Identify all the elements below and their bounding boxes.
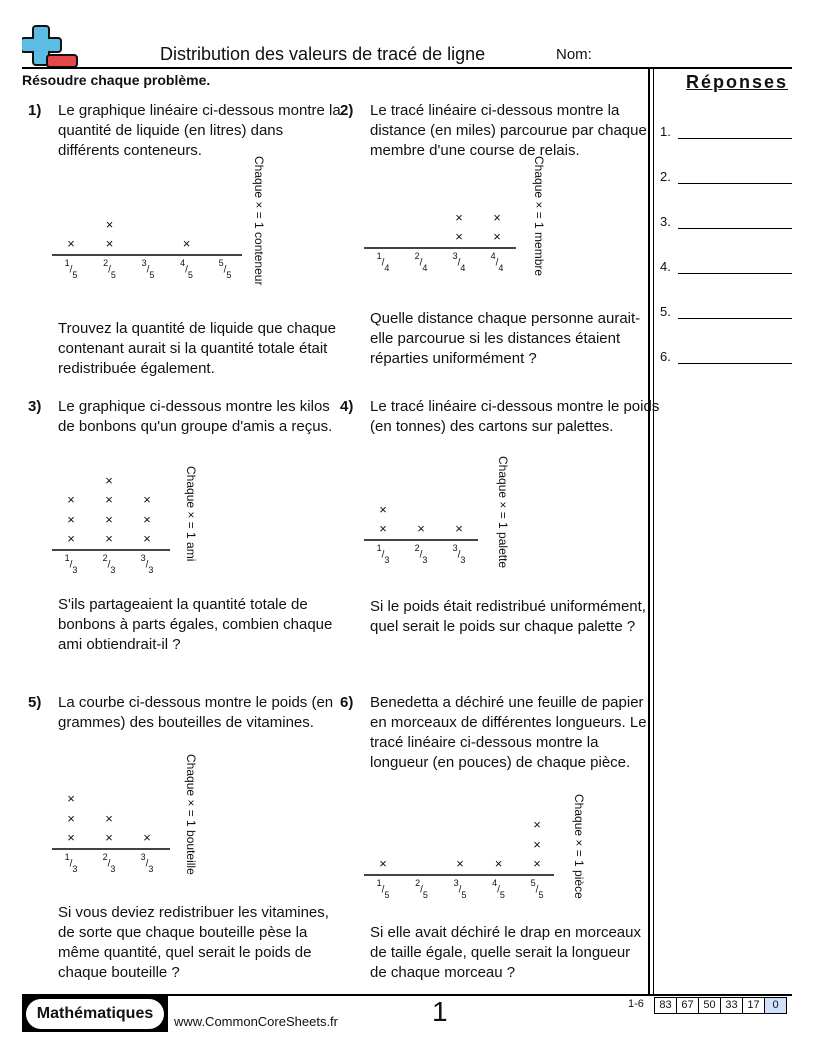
x-mark: × (105, 830, 113, 845)
answer-number: 3. (660, 214, 671, 229)
problem-text: Le tracé linéaire ci-dessous montre le poids (en tonnes) des cartons sur palettes. (370, 398, 660, 435)
tick-label: $^2/_5$ (415, 878, 428, 901)
x-mark: × (105, 472, 113, 488)
x-mark: × (533, 836, 541, 852)
x-mark: × (105, 531, 113, 546)
worksheet-title: Distribution des valeurs de tracé de ligne (160, 44, 486, 64)
answer-row (660, 214, 792, 234)
score-cell: 33 (720, 997, 743, 1014)
plot-axis (364, 247, 516, 249)
column-divider (648, 67, 650, 995)
tick-label: $^5/_5$ (218, 258, 232, 281)
x-mark: × (455, 521, 463, 536)
x-mark: × (455, 229, 463, 244)
tick-label: $^1/_5$ (64, 258, 78, 281)
problem-question: S'ils partageaient la quantité totale de bonbons à parts égales, combien chaque ami obtiendrait-il ? (58, 596, 333, 653)
x-mark: × (67, 492, 75, 507)
answer-row (660, 169, 792, 189)
x-mark: × (456, 856, 464, 871)
problem-question: Trouvez la quantité de liquide que chaque contenant aurait si la quantité totale était redistribuée également. (58, 320, 336, 377)
tick-label: $^2/_4$ (414, 251, 428, 274)
logo-icon (22, 24, 80, 68)
problem-number: 2) (340, 102, 354, 119)
plot-legend: Chaque × = 1 bouteille (184, 754, 198, 875)
tick-label: $^2/_3$ (102, 553, 116, 576)
brand-label: Mathématiques (26, 999, 164, 1029)
tick-label: $^3/_5$ (141, 258, 155, 281)
plot-axis (52, 848, 170, 850)
x-mark: × (143, 492, 151, 507)
problem-question: Si le poids était redistribué uniformément, quel serait le poids sur chaque palette ? (370, 598, 646, 635)
problem-text: Le graphique linéaire ci-dessous montre la quantité de liquide (en litres) dans différents conteneurs. (58, 102, 341, 159)
problem-text: Le graphique ci-dessous montre les kilos de bonbons qu'un groupe d'amis a reçus. (58, 398, 333, 435)
answer-row (660, 304, 792, 324)
tick-label: $^5/_5$ (530, 878, 544, 901)
x-mark: × (143, 830, 151, 845)
problem-number: 4) (340, 398, 354, 415)
answer-number: 6. (660, 349, 671, 364)
answer-blank[interactable] (678, 228, 792, 229)
x-mark: × (455, 209, 463, 225)
page-number: 1 (432, 996, 448, 1027)
answer-blank[interactable] (678, 138, 792, 139)
plot-axis (364, 539, 478, 541)
problem-question: Si vous deviez redistribuer les vitamines, de sorte que chaque bouteille pèse la même quantité, quel serait le poids de chaque bouteille ? (58, 904, 329, 981)
plot-legend: Chaque × = 1 palette (496, 456, 510, 569)
score-cell: 67 (676, 997, 699, 1014)
problem-question: Si elle avait déchiré le drap en morceaux de taille égale, quelle serait la longueur de chaque morceau ? (370, 924, 641, 981)
tick-label: $^2/_3$ (414, 543, 428, 566)
answers-title: Réponses (685, 72, 788, 92)
tick-label: $^2/_3$ (102, 852, 116, 875)
x-mark: × (105, 810, 113, 826)
x-mark: × (67, 810, 75, 826)
tick-label: $^3/_3$ (140, 852, 154, 875)
column-divider (653, 67, 654, 995)
plot-legend: Chaque × = 1 ami (184, 466, 198, 562)
plot-legend: Chaque × = 1 conteneur (252, 156, 266, 286)
plot-axis (52, 254, 242, 256)
answer-number: 2. (660, 169, 671, 184)
instructions: Résoudre chaque problème. (22, 72, 211, 88)
tick-label: $^4/_5$ (492, 878, 505, 901)
tick-label: $^1/_3$ (64, 852, 78, 875)
tick-label: $^3/_3$ (140, 553, 154, 576)
x-mark: × (105, 216, 114, 232)
tick-label: $^2/_5$ (103, 258, 116, 281)
x-mark: × (493, 209, 501, 225)
tick-label: $^3/_5$ (453, 878, 467, 901)
answer-row (660, 349, 792, 369)
x-mark: × (417, 521, 425, 536)
x-mark: × (105, 511, 113, 527)
x-mark: × (67, 791, 75, 806)
answer-blank[interactable] (678, 363, 792, 364)
tick-label: $^1/_3$ (64, 553, 78, 576)
x-mark: × (105, 492, 113, 507)
tick-label: $^1/_4$ (376, 251, 390, 274)
score-cell: 17 (742, 997, 765, 1014)
problem-number: 6) (340, 694, 354, 711)
answer-number: 5. (660, 304, 671, 319)
answer-blank[interactable] (678, 318, 792, 319)
x-mark: × (67, 511, 75, 527)
answer-blank[interactable] (678, 273, 792, 274)
x-mark: × (67, 531, 75, 546)
x-mark: × (533, 817, 541, 832)
x-mark: × (182, 236, 191, 251)
header-divider (22, 67, 792, 69)
tick-label: $^3/_3$ (452, 543, 466, 566)
plot-legend: Chaque × = 1 membre (532, 156, 546, 277)
name-label: Nom: (556, 46, 592, 63)
x-mark: × (105, 236, 114, 251)
score-cell: 83 (654, 997, 677, 1014)
x-mark: × (67, 830, 75, 845)
answer-row (660, 259, 792, 279)
x-mark: × (379, 501, 387, 517)
score-table (655, 997, 787, 1014)
x-mark: × (67, 236, 75, 251)
x-mark: × (493, 229, 501, 244)
problem-text: Le tracé linéaire ci-dessous montre la distance (en miles) parcourue par chaque membre d'une course de relais. (370, 102, 647, 159)
answer-blank[interactable] (678, 183, 792, 184)
answer-row (660, 124, 792, 144)
problem-text: La courbe ci-dessous montre le poids (en grammes) des bouteilles de vitamines. (58, 694, 334, 731)
tick-label: $^1/_5$ (376, 878, 390, 901)
score-range-label: 1-6 (628, 998, 644, 1010)
tick-label: $^4/_5$ (180, 258, 193, 281)
x-mark: × (494, 856, 503, 871)
x-mark: × (379, 521, 387, 536)
x-mark: × (143, 511, 151, 527)
tick-label: $^4/_4$ (490, 251, 504, 274)
plot-legend: Chaque × = 1 pièce (572, 794, 586, 899)
answer-number: 4. (660, 259, 671, 274)
answer-number: 1. (660, 124, 671, 139)
site-url: www.CommonCoreSheets.fr (174, 1014, 338, 1029)
problem-number: 3) (28, 398, 42, 415)
problem-number: 1) (28, 102, 42, 119)
tick-label: $^3/_4$ (452, 251, 466, 274)
problem-question: Quelle distance chaque personne aurait-elle parcourue si les distances étaient réparties uniformément ? (370, 310, 641, 367)
problem-number: 5) (28, 694, 42, 711)
plot-axis (364, 874, 554, 876)
plot-axis (52, 549, 170, 551)
x-mark: × (143, 531, 151, 546)
x-mark: × (379, 856, 387, 871)
brand-badge (22, 996, 168, 1032)
score-cell: 0 (764, 997, 787, 1014)
tick-label: $^1/_3$ (376, 543, 390, 566)
score-cell: 50 (698, 997, 721, 1014)
x-mark: × (533, 856, 541, 871)
problem-text: Benedetta a déchiré une feuille de papier en morceaux de différentes longueurs. Le tracé linéaire ci-dessous montre la longueur (en pouces) de chaque pièce. (370, 694, 647, 771)
